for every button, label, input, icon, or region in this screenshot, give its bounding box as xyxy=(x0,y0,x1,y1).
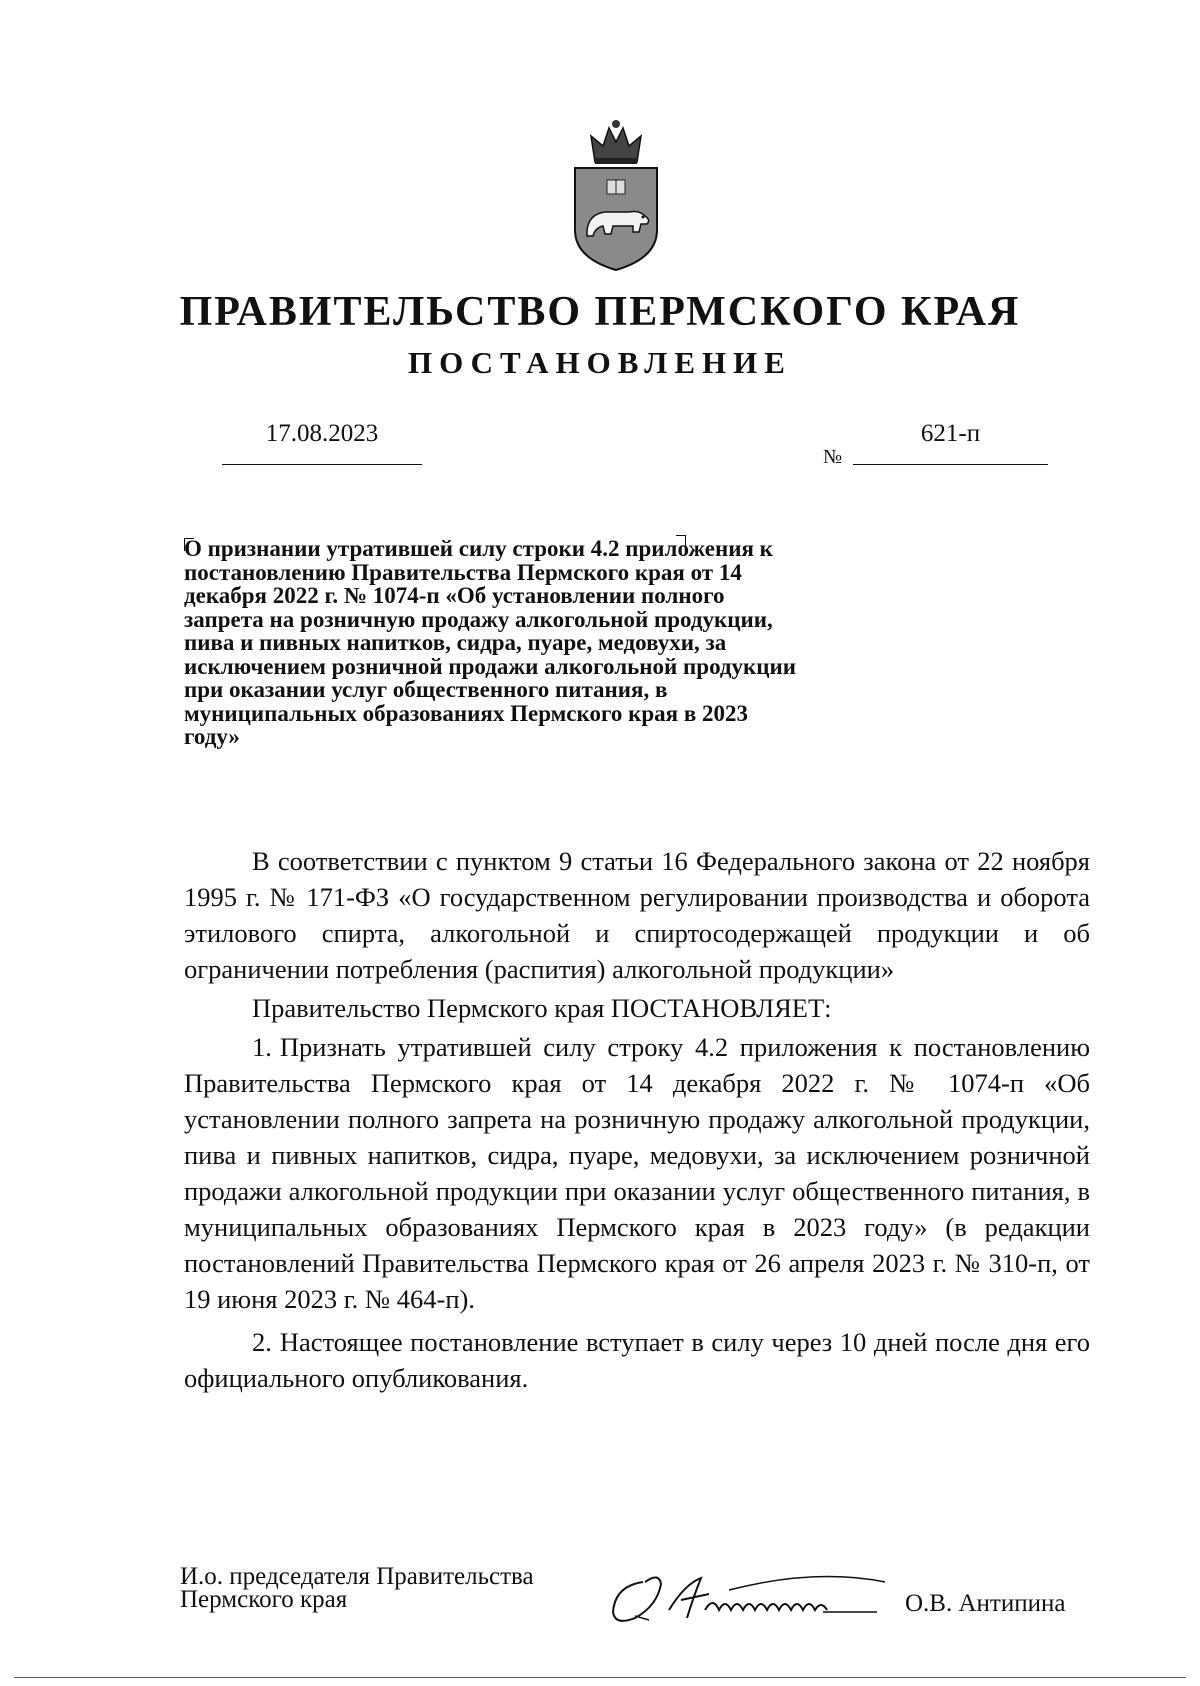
document-body xyxy=(184,843,1090,1403)
number-block xyxy=(823,420,1048,470)
page-bottom-rule xyxy=(14,1677,1186,1678)
signer-position xyxy=(180,1565,600,1611)
signer-position-line: Пермского края xyxy=(180,1586,348,1613)
document-subject: О признании утратившей силу строки 4.2 приложения к постановлению Правительства Пермского края от 14 декабря 2022 г. № 1074-п «Об установлении полного запрета на розничную продажу алкогольной продукции, пива и пивных напитков, сидра, пуаре, медовухи, за исключением розничной продажи алкогольной продукции при оказании услуг общественного питания, в муниципальных образованиях Пермского края в 2023 году» xyxy=(184,536,797,749)
resolves-paragraph: Правительство Пермского края ПОСТАНОВЛЯЕТ: xyxy=(252,993,832,1023)
date-underline xyxy=(222,464,422,465)
signer-name: О.В. Антипина xyxy=(905,1590,1066,1617)
signer-position-line: И.о. председателя Правительства xyxy=(180,1563,534,1590)
item-number: 1. xyxy=(252,1032,272,1062)
number-underline xyxy=(853,464,1048,465)
item-number: 2. xyxy=(252,1327,272,1357)
item-text: Признать утратившей силу строку 4.2 приложения к постановлению Правительства Пермского края от 14 декабря 2022 г. № 1074-п «Об установлении полного запрета на розничную продажу алкогольной продукции, пива и пивных напитков, сидра, пуаре, медовухи, за исключением розничной продажи алкогольной продукции при оказании услуг общественного питания, в муниципальных образованиях Пермского края в 2023 году» (в редакции постановлений Правительства Пермского края от 26 апреля 2023 г. № 310-п, от 19 июня 2023 г. № 464-п). xyxy=(184,1032,1090,1314)
number-sign: № xyxy=(823,446,843,468)
item-paragraph xyxy=(184,1324,1090,1396)
document-number: 621-п xyxy=(920,420,981,447)
item-paragraph xyxy=(184,1029,1090,1317)
document-type-title: ПОСТАНОВЛЕНИЕ xyxy=(408,345,792,380)
coat-of-arms-icon xyxy=(567,118,665,276)
preamble-paragraph: В соответствии с пунктом 9 статьи 16 Федерального закона от 22 ноября 1995 г. № 171-ФЗ «О государственном регулировании производства и оборота этилового спирта, алкогольной и спиртосодержащей продукции и об ограничении потребления (распития) алкогольной продукции» xyxy=(184,846,1090,984)
government-title: ПРАВИТЕЛЬСТВО ПЕРМСКОГО КРАЯ xyxy=(179,289,1021,335)
handwritten-signature xyxy=(605,1560,905,1630)
item-text: Настоящее постановление вступает в силу через 10 дней после дня его официального опубликования. xyxy=(184,1327,1090,1393)
document-date: 17.08.2023 xyxy=(265,420,379,447)
date-block xyxy=(222,420,422,448)
